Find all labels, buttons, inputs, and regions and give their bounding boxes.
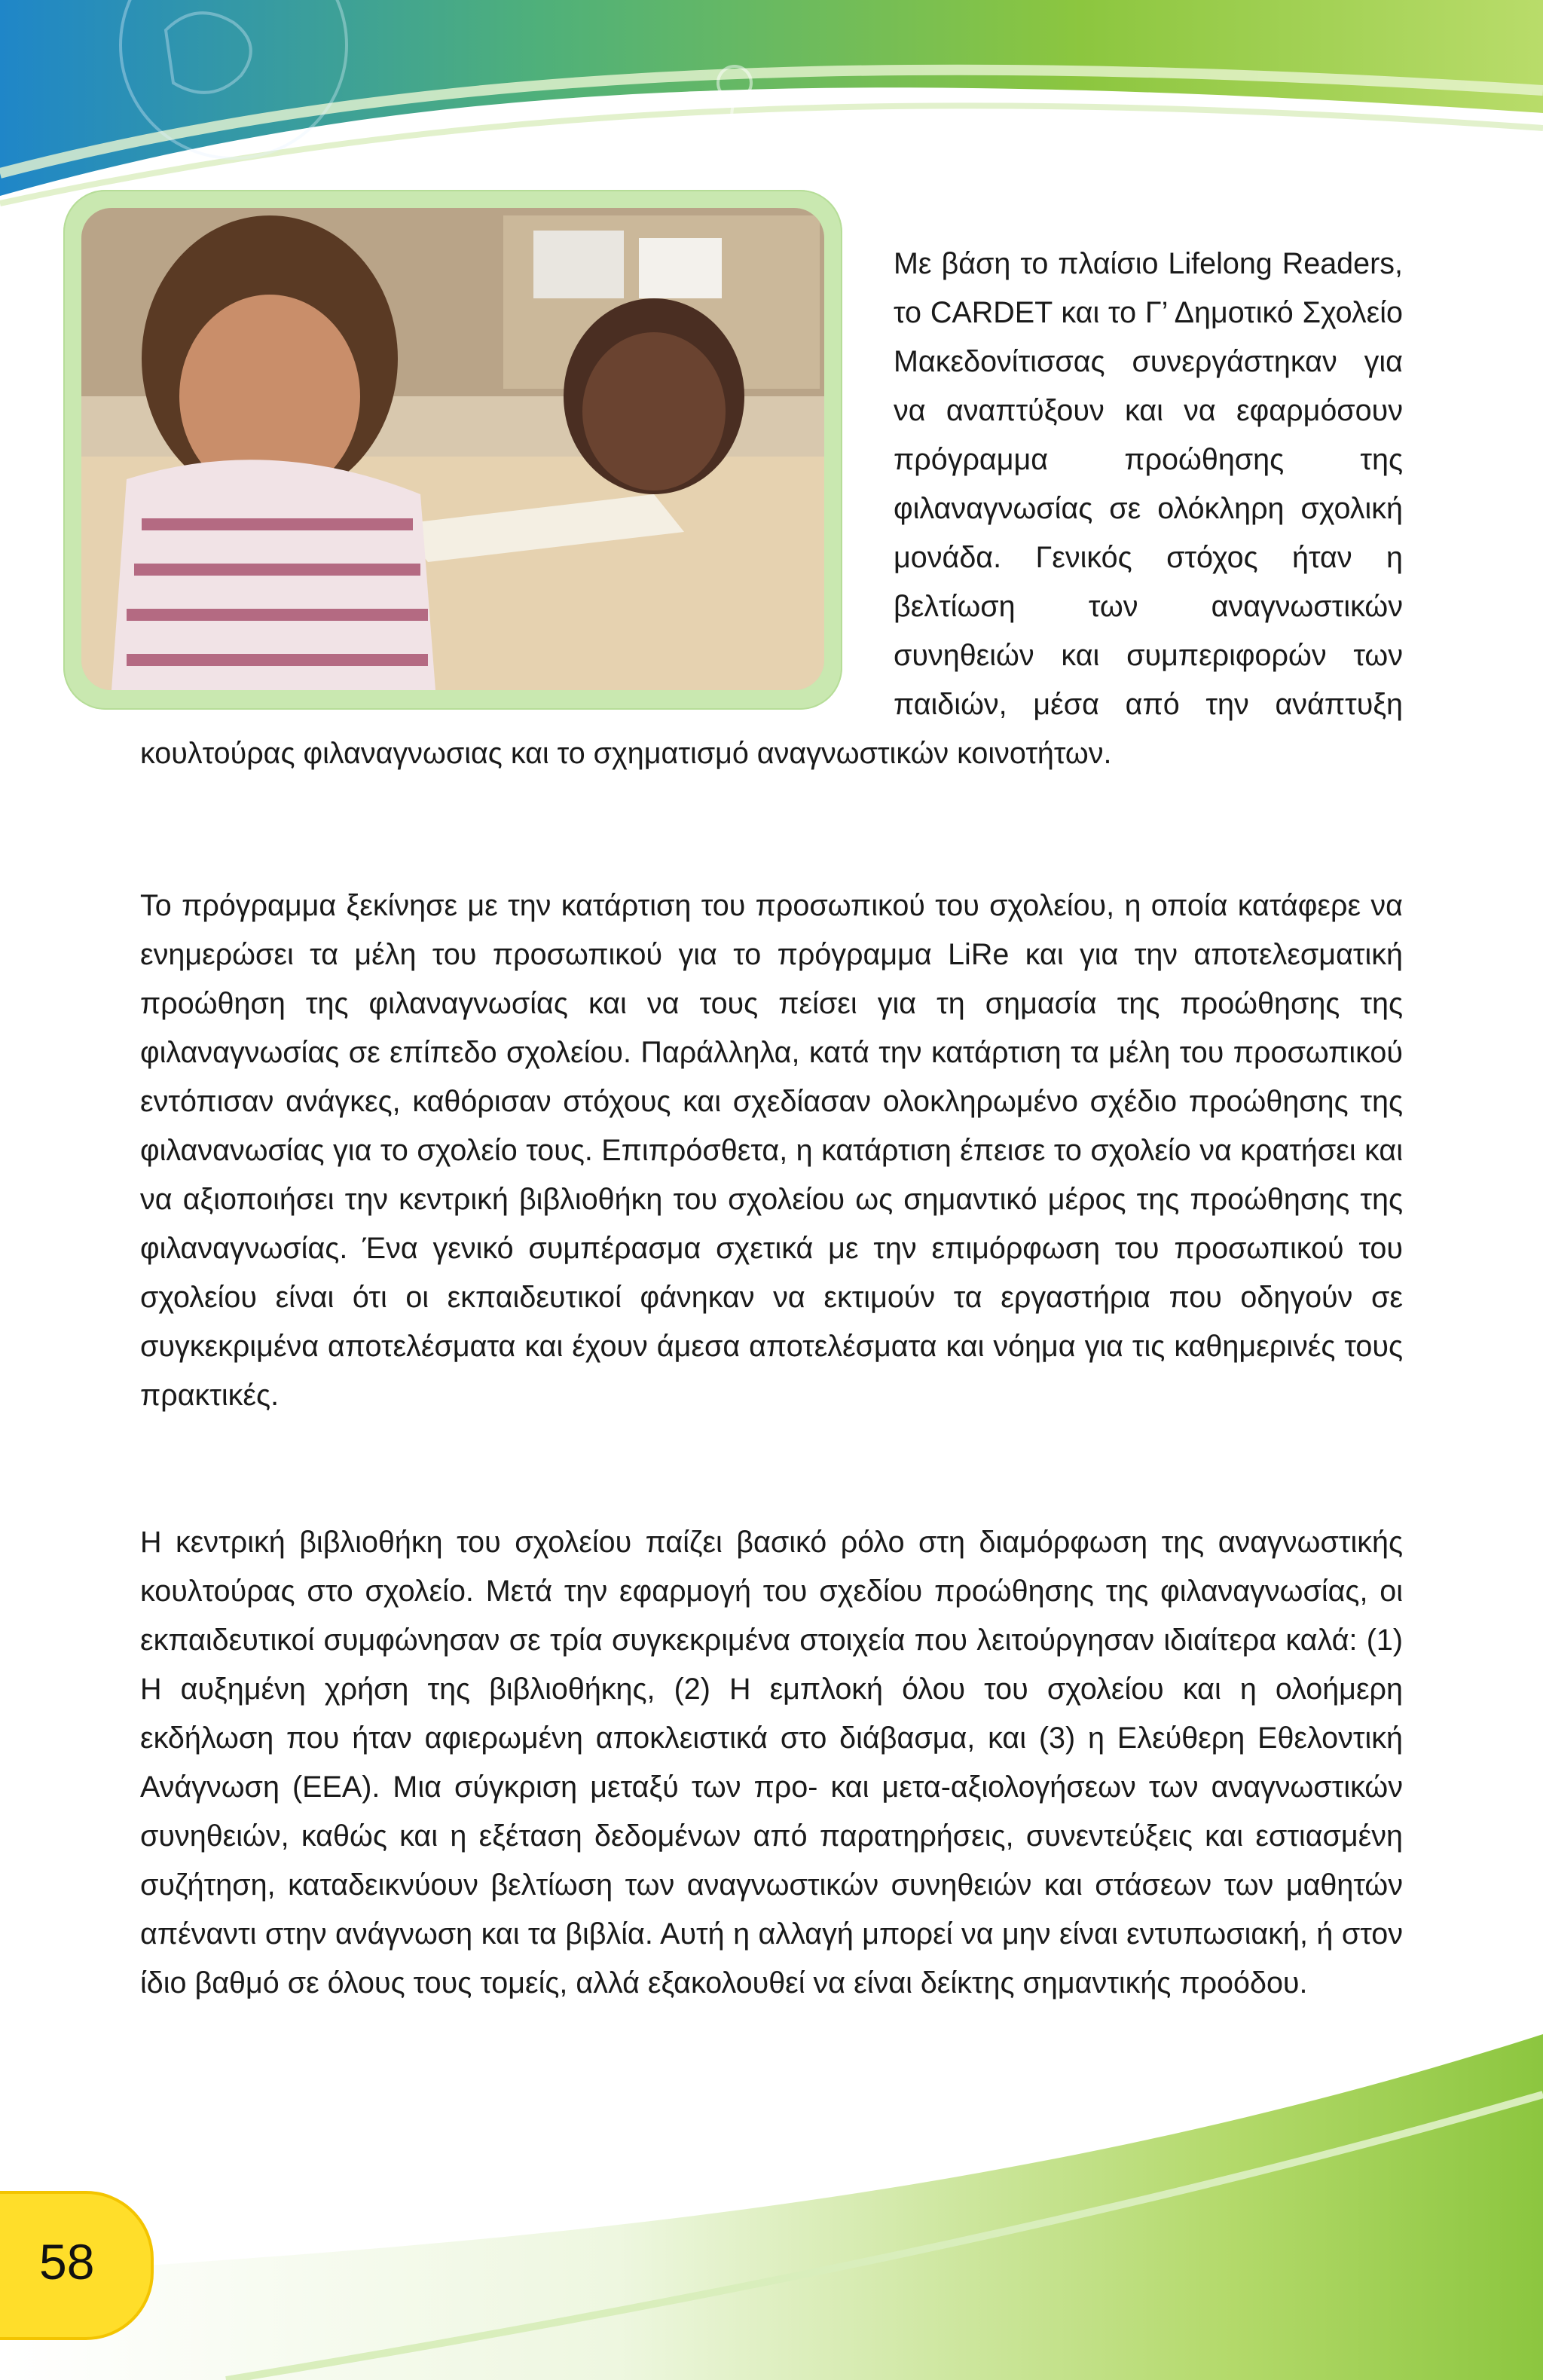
intro-paragraph [140, 240, 1403, 778]
photo-wrap-spacer [140, 240, 894, 719]
paragraph-training: Το πρόγραμμα ξεκίνησε με την κατάρτιση του προσωπικού του σχολείου, η οποία κατάφερε να ενημερώσει τα μέλη του προσωπικού για το πρόγραμμα LiRe και για την αποτελεσματική προώθηση της φιλαναγνωσίας και να τους πείσει για τη σημασία της προώθησης της φιλαναγνωσίας σε επίπεδο σχολείου. Παράλληλα, κατά την κατάρτιση τα μέλη του προσωπικού εντόπισαν ανάγκες, καθόρισαν στόχους και σχεδίασαν ολοκληρωμένο σχέδιο προώθησης της φιλανανωσίας για το σχολείο τους. Επιπρόσθετα, η κατάρτιση έπεισε το σχολείο να κρατήσει και να αξιοποιήσει την κεντρική βιβλιοθήκη του σχολείου ως σημαντικό μέρος της προώθησης της φιλαναγνωσίας. Ένα γενικό συμπέρασμα σχετικά με την επιμόρφωση του προσωπικού του σχολείου είναι ότι οι εκπαιδευτικοί φάνηκαν να εκτιμούν τα εργαστήρια που οδηγούν σε συγκεκριμένα αποτελέσματα και έχουν άμεσα αποτελέσματα και νόημα για τις καθημερινές τους πρακτικές. [140, 889, 1403, 1412]
paragraph-library: Η κεντρική βιβλιοθήκη του σχολείου παίζει βασικό ρόλο στη διαμόρφωση της αναγνωστικής κουλτούρας στο σχολείο. Μετά την εφαρμογή του σχεδίου προώθησης της φιλαναγνωσίας, οι εκπαιδευτικοί συμφώνησαν σε τρία συγκεκριμένα στοιχεία που λειτούργησαν ιδιαίτερα καλά: (1) Η αυξημένη χρήση της βιβλιοθήκης, (2) Η εμπλοκή όλου του σχολείου και η ολοήμερη εκδήλωση που ήταν αφιερωμένη αποκλειστικά στο διάβασμα, και (3) η Ελεύθερη Εθελοντική Ανάγνωση (ΕΕΑ). Μια σύγκριση μεταξύ των προ- και μετα-αξιολογήσεων των αναγνωστικών συνηθειών, καθώς και η εξέταση δεδομένων από παρατηρήσεις, συνεντεύξεις και εστιασμένη συζήτηση, καταδεικνύουν βελτίωση των αναγνωστικών συνηθειών και στάσεων των μαθητών απέναντι στην ανάγνωση και τα βιβλία. Αυτή η αλλαγή μπορεί να μην είναι εντυπωσιακή, ή στον ίδιο βαθμό σε όλους τους τομείς, αλλά εξακολουθεί να είναι δείκτης σημαντικής προόδου. [140, 1526, 1403, 2000]
page-number: 58 [39, 2234, 95, 2290]
intro-text: Με βάση το πλαίσιο Lifelong Readers, το CARDET και το Γ’ Δημοτικό Σχολείο Μακεδονίτισσας συνεργάστηκαν για να αναπτύξουν και να εφαρμόσουν πρόγραμμα προώθησης της φιλαναγνωσίας σε ολόκληρη σχολική μονάδα. Γενικός στόχος ήταν η βελτίωση των αναγνωστικών συνηθειών και συμπεριφορών των παιδιών, μέσα από την ανάπτυξη κουλτούρας φιλαναγνωσιας και το σχηματισμό αναγνωστικών κοινοτήτων. [140, 247, 1403, 770]
footer-decoration [0, 1989, 1543, 2380]
